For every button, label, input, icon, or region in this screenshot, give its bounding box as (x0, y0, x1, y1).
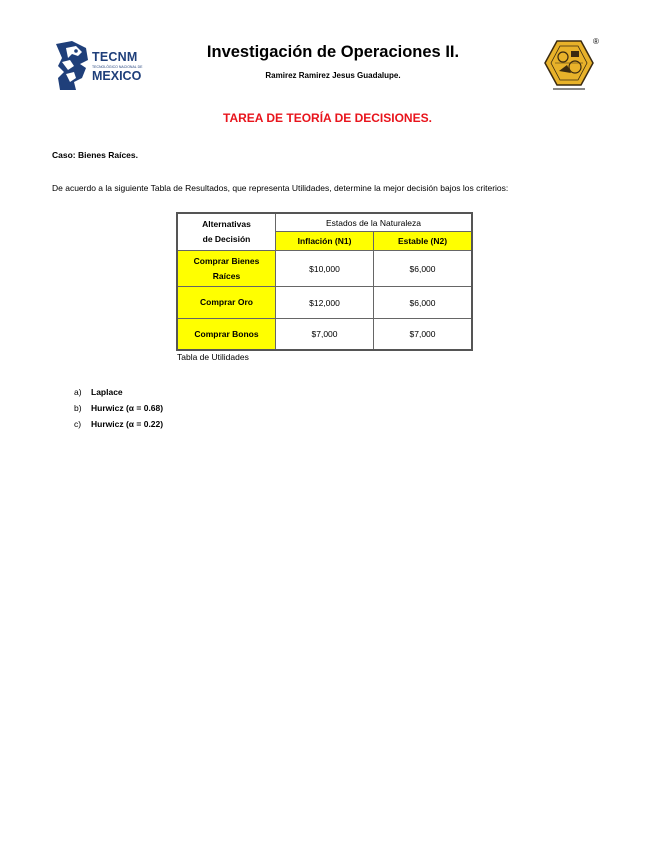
criterion-param: (α = 0.68) (125, 403, 164, 413)
criterion-name: Hurwicz (91, 403, 124, 413)
table-row (177, 251, 472, 287)
alternative-cell (177, 319, 276, 351)
alternative-line: Raíces (212, 270, 241, 281)
alternative-line: Comprar Bonos (194, 328, 259, 339)
list-item (74, 400, 163, 416)
list-item (74, 384, 163, 400)
instructions-paragraph: De acuerdo a la siguiente Tabla de Resultados, que representa Utilidades, determine la mejor decisión bajos los criterios: (52, 183, 509, 193)
payoff-cell: $7,000 (276, 319, 374, 351)
corner-line-2: de Decisión (202, 234, 251, 244)
alternative-cell (177, 287, 276, 319)
assignment-title: TAREA DE TEORÍA DE DECISIONES. (223, 111, 432, 125)
document-title: Investigación de Operaciones II. (206, 43, 460, 61)
author-name: Ramirez Ramirez Jesus Guadalupe. (265, 71, 401, 80)
state-header-n1: Inflación (N1) (276, 232, 374, 251)
table-corner-header (177, 213, 276, 251)
list-item-marker: b) (74, 403, 82, 413)
logo-mexico-text: MEXICO (92, 69, 142, 83)
logo-subtext: TECNOLÓGICO NACIONAL DE (92, 65, 143, 69)
criteria-list (74, 384, 163, 432)
case-title: Caso: Bienes Raíces. (52, 150, 138, 160)
criterion-name: Hurwicz (91, 419, 124, 429)
logo-tecnm-text: TECNM (92, 50, 138, 64)
list-item-marker: c) (74, 419, 82, 429)
table-caption: Tabla de Utilidades (177, 352, 249, 362)
registered-mark: ® (593, 37, 599, 46)
corner-line-1: Alternativas (202, 219, 251, 229)
table-row (177, 287, 472, 319)
list-item-marker: a) (74, 387, 82, 397)
alternative-cell (177, 251, 276, 287)
payoff-cell: $6,000 (374, 287, 473, 319)
table-row (177, 319, 472, 351)
list-item (74, 416, 163, 432)
tecnm-logo (52, 38, 152, 94)
eagle-head-icon (52, 38, 92, 94)
criterion-param: (α = 0.22) (125, 419, 164, 429)
payoff-table (176, 212, 473, 351)
criterion-name: Laplace (91, 387, 123, 397)
payoff-cell: $7,000 (374, 319, 473, 351)
institute-seal-logo (543, 37, 603, 93)
alternative-line: Comprar Bienes (193, 255, 260, 266)
alternative-line: Comprar Oro (200, 297, 253, 307)
seal-icon (543, 37, 595, 93)
state-header-n2: Estable (N2) (374, 232, 473, 251)
payoff-cell: $6,000 (374, 251, 473, 287)
states-of-nature-header: Estados de la Naturaleza (276, 213, 473, 232)
payoff-cell: $10,000 (276, 251, 374, 287)
payoff-cell: $12,000 (276, 287, 374, 319)
